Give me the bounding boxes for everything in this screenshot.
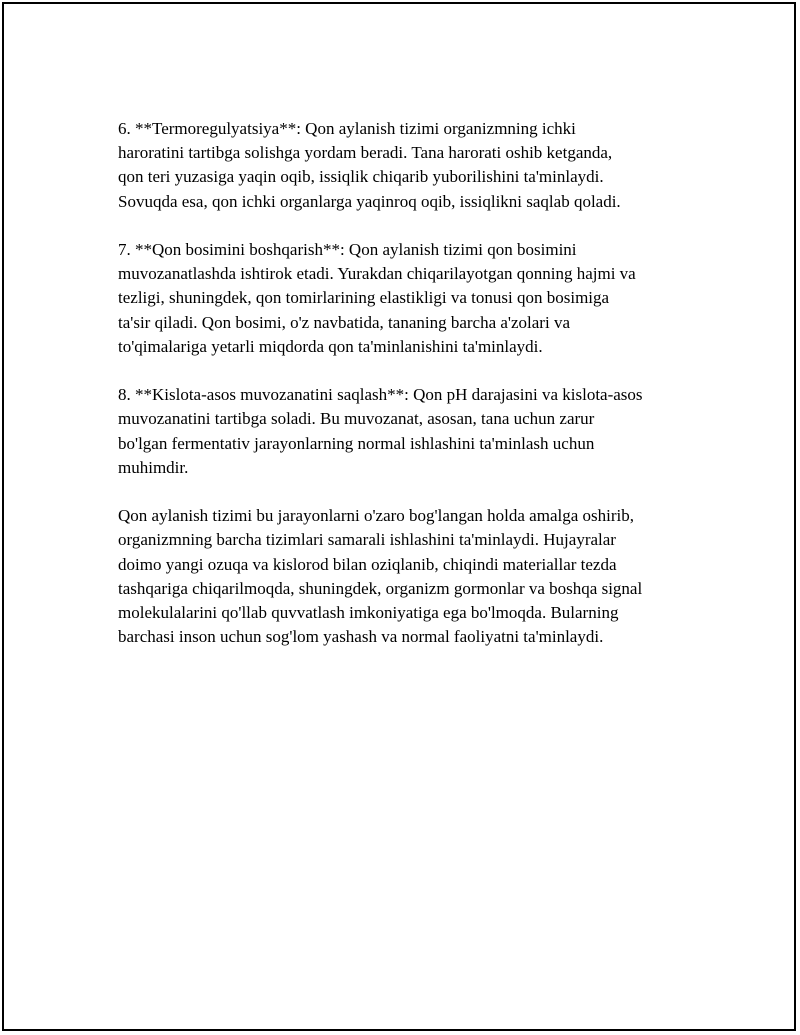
- paragraph-thermoregulation: [118, 117, 698, 214]
- text-line: qon teri yuzasiga yaqin oqib, issiqlik chiqarib yuborilishini ta'minlaydi.: [118, 167, 604, 187]
- text-line: 7. **Qon bosimini boshqarish**: Qon aylanish tizimi qon bosimini: [118, 240, 577, 259]
- text-line: muvozanatlashda ishtirok etadi. Yurakdan chiqarilayotgan qonning hajmi va: [118, 264, 636, 284]
- text-line: bo'lgan fermentativ jarayonlarning normal ishlashini ta'minlash uchun: [118, 433, 595, 453]
- text-line: Sovuqda esa, qon ichki organlarga yaqinroq oqib, issiqlikni saqlab qoladi.: [118, 191, 621, 211]
- text-line: tashqariga chiqarilmoqda, shuningdek, organizm gormonlar va boshqa signal: [118, 578, 643, 598]
- text-line: 6. **Termoregulyatsiya**: Qon aylanish tizimi organizmning ichki: [118, 119, 576, 138]
- text-line: 8. **Kislota-asos muvozanatini saqlash**: Qon pH darajasini va kislota-asos: [118, 385, 643, 405]
- text-line: tezligi, shuningdek, qon tomirlarining elastikligi va tonusi qon bosimiga: [118, 288, 610, 308]
- text-line: muvozanatini tartibga soladi. Bu muvozanat, asosan, tana uchun zarur: [118, 409, 595, 429]
- text-line: doimo yangi ozuqa va kislorod bilan oziqlanib, chiqindi materiallar tezda: [118, 554, 617, 574]
- paragraph-blood-pressure: [118, 238, 698, 359]
- text-line: organizmning barcha tizimlari samarali ishlashini ta'minlaydi. Hujayralar: [118, 530, 616, 550]
- text-line: barchasi inson uchun sog'lom yashash va normal faoliyatni ta'minlaydi.: [118, 627, 604, 647]
- text-line: muhimdir.: [118, 457, 189, 477]
- text-line: Qon aylanish tizimi bu jarayonlarni o'zaro bog'langan holda amalga oshirib,: [118, 506, 634, 526]
- paragraph-acid-base: [118, 383, 698, 480]
- text-line: haroratini tartibga solishga yordam beradi. Tana harorati oshib ketganda,: [118, 143, 613, 163]
- text-line: ta'sir qiladi. Qon bosimi, o'z navbatida, tananing barcha a'zolari va: [118, 312, 570, 332]
- text-line: molekulalarini qo'llab quvvatlash imkoniyatiga ega bo'lmoqda. Bularning: [118, 603, 619, 623]
- paragraph-conclusion: [118, 504, 698, 649]
- document-body: [118, 117, 698, 674]
- text-line: to'qimalariga yetarli miqdorda qon ta'minlanishini ta'minlaydi.: [118, 336, 543, 356]
